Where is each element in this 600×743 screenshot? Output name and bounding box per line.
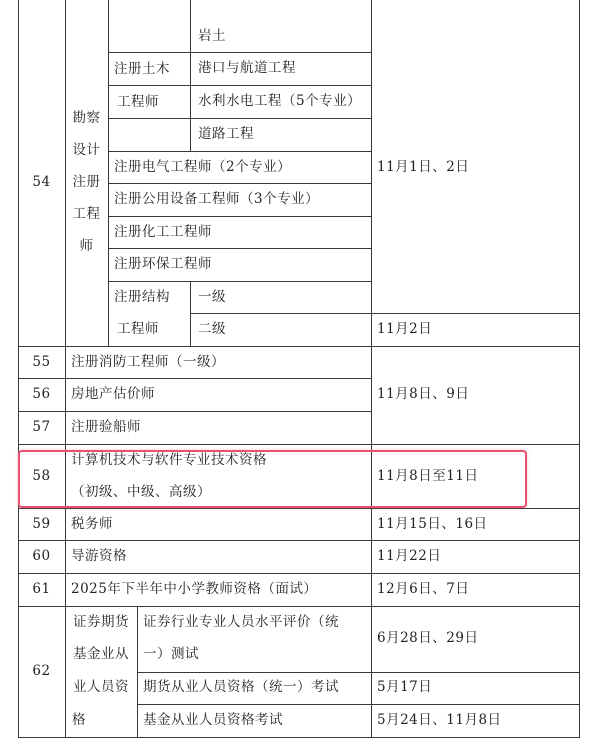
category-label: 工程: [72, 206, 101, 222]
exam-date: 11月8日、9日: [377, 386, 470, 402]
sub-specialty: 港口与航道工程: [198, 60, 296, 76]
row-border: [108, 52, 371, 53]
row-number: 57: [32, 419, 51, 435]
exam-date: 6月28日、29日: [377, 630, 479, 646]
row-border: [371, 313, 579, 314]
exam-name: 期货从业人员资格（统一）考试: [143, 679, 339, 695]
exam-name: 注册电气工程师（2个专业）: [114, 159, 292, 175]
exam-date: 11月15日、16日: [377, 516, 488, 532]
row-border: [18, 411, 371, 412]
row-border: [108, 85, 371, 86]
exam-name: 一）测试: [143, 646, 199, 662]
col-border: [137, 606, 138, 738]
exam-name: 税务师: [71, 516, 113, 532]
category-label: 基金业从: [73, 646, 129, 662]
col-border: [190, 0, 191, 151]
exam-name: 注册消防工程师（一级）: [71, 354, 225, 370]
exam-date: 11月1日、2日: [377, 159, 470, 175]
exam-date: 5月17日: [377, 679, 433, 695]
exam-name: 注册结构: [114, 289, 170, 305]
category-label: 设计: [72, 142, 101, 158]
exam-date: 11月8日至11日: [377, 468, 479, 484]
level-label: 一级: [198, 289, 226, 305]
col-border: [371, 0, 372, 738]
row-border: [18, 378, 371, 379]
exam-name: 导游资格: [71, 548, 127, 564]
row-number: 59: [32, 516, 51, 532]
row-border: [190, 313, 371, 314]
row-border: [18, 573, 579, 574]
highlight-box: [18, 450, 527, 508]
sub-specialty: 道路工程: [198, 126, 254, 142]
row-border: [108, 151, 371, 152]
exam-name: 证券行业专业人员水平评价（统: [143, 614, 339, 630]
exam-name: 计算机技术与软件专业技术资格: [71, 452, 267, 468]
row-number: 62: [32, 663, 51, 679]
row-border: [108, 281, 371, 282]
category-label: 勘察: [72, 110, 101, 126]
row-number: 55: [32, 354, 51, 370]
col-border: [190, 281, 191, 346]
col-border: [579, 0, 580, 738]
sub-specialty: 水利水电工程（5个专业）: [198, 93, 362, 109]
row-number: 54: [32, 174, 51, 190]
row-border: [18, 444, 579, 445]
row-border: [108, 248, 371, 249]
row-border: [108, 118, 371, 119]
exam-name: 工程师: [117, 321, 159, 337]
exam-name: 注册土木: [114, 61, 170, 77]
row-border: [108, 216, 371, 217]
col-border: [108, 0, 109, 346]
row-border: [18, 540, 579, 541]
row-border: [137, 672, 579, 673]
row-border: [18, 508, 579, 509]
exam-name: 注册化工工程师: [114, 224, 212, 240]
row-number: 56: [32, 386, 51, 402]
exam-date: 11月2日: [377, 321, 433, 337]
exam-name: 2025年下半年中小学教师资格（面试）: [71, 581, 318, 597]
category-label: 注册: [72, 174, 101, 190]
row-border: [108, 183, 371, 184]
exam-date: 12月6日、7日: [377, 581, 470, 597]
row-border: [18, 346, 579, 347]
exam-date: 5月24日、11月8日: [377, 712, 502, 728]
exam-name: 注册验船师: [71, 419, 141, 435]
category-label: 师: [79, 238, 94, 254]
category-label: 格: [72, 712, 86, 728]
sub-specialty: 岩土: [198, 28, 226, 44]
exam-name: 基金从业人员资格考试: [143, 712, 283, 728]
exam-name: （初级、中级、高级）: [71, 484, 211, 500]
row-border: [18, 737, 579, 738]
row-number: 60: [32, 548, 51, 564]
exam-date: 11月22日: [377, 548, 442, 564]
row-number: 61: [32, 581, 51, 597]
row-border: [18, 606, 579, 607]
category-label: 业人员资: [73, 679, 129, 695]
exam-name: 工程师: [117, 94, 159, 110]
row-border: [137, 704, 579, 705]
row-number: 58: [32, 468, 51, 484]
exam-name: 注册环保工程师: [114, 256, 212, 272]
exam-name: 注册公用设备工程师（3个专业）: [114, 191, 320, 207]
level-label: 二级: [198, 321, 226, 337]
exam-name: 房地产估价师: [71, 386, 155, 402]
category-label: 证券期货: [73, 614, 129, 630]
